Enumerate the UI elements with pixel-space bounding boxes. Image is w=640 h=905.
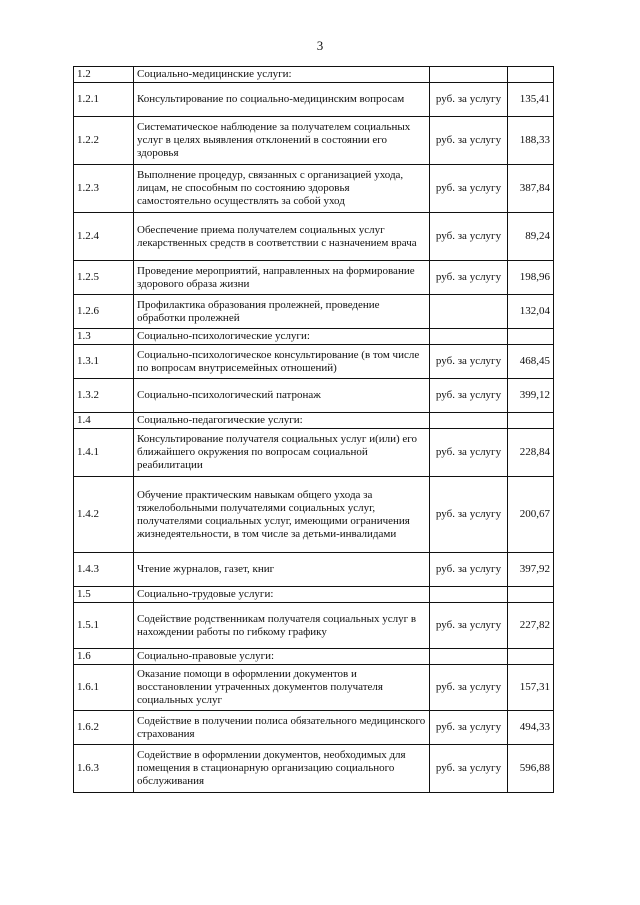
service-code: 1.4 — [74, 413, 134, 429]
service-unit: руб. за услугу — [430, 345, 508, 379]
service-price: 227,82 — [508, 603, 554, 649]
service-name: Проведение мероприятий, направленных на формирование здорового образа жизни — [134, 261, 430, 295]
page-number: 3 — [316, 38, 324, 53]
service-code: 1.4.2 — [74, 477, 134, 553]
service-unit: руб. за услугу — [430, 553, 508, 587]
service-row — [74, 213, 554, 261]
service-code: 1.2.2 — [74, 117, 134, 165]
service-unit — [430, 649, 508, 665]
service-code: 1.3.1 — [74, 345, 134, 379]
service-code: 1.2.5 — [74, 261, 134, 295]
service-code: 1.2 — [74, 67, 134, 83]
service-row — [74, 117, 554, 165]
service-name: Содействие в получении полиса обязательного медицинского страхования — [134, 711, 430, 745]
service-name: Консультирование по социально-медицинским вопросам — [134, 83, 430, 117]
section-row — [74, 413, 554, 429]
service-code: 1.6 — [74, 649, 134, 665]
service-name: Консультирование получателя социальных услуг и(или) его ближайшего окружения по вопросам социальной реабилитации — [134, 429, 430, 477]
service-code: 1.5 — [74, 587, 134, 603]
section-row — [74, 649, 554, 665]
service-unit: руб. за услугу — [430, 429, 508, 477]
service-unit: руб. за услугу — [430, 477, 508, 553]
service-price: 228,84 — [508, 429, 554, 477]
service-code: 1.2.1 — [74, 83, 134, 117]
service-name: Социально-психологическое консультирование (в том числе по вопросам внутрисемейных отношений) — [134, 345, 430, 379]
service-row — [74, 665, 554, 711]
service-code: 1.4.1 — [74, 429, 134, 477]
service-price — [508, 413, 554, 429]
service-price: 397,92 — [508, 553, 554, 587]
service-name: Социально-правовые услуги: — [134, 649, 430, 665]
section-row — [74, 587, 554, 603]
service-unit: руб. за услугу — [430, 261, 508, 295]
service-price: 198,96 — [508, 261, 554, 295]
service-price — [508, 587, 554, 603]
service-price: 596,88 — [508, 745, 554, 793]
service-price: 132,04 — [508, 295, 554, 329]
service-code: 1.2.6 — [74, 295, 134, 329]
service-row — [74, 379, 554, 413]
service-row — [74, 745, 554, 793]
service-unit: руб. за услугу — [430, 665, 508, 711]
tariff-table — [73, 66, 554, 793]
service-price: 200,67 — [508, 477, 554, 553]
service-price — [508, 649, 554, 665]
service-price: 387,84 — [508, 165, 554, 213]
service-unit — [430, 295, 508, 329]
service-price: 89,24 — [508, 213, 554, 261]
service-name: Социально-трудовые услуги: — [134, 587, 430, 603]
service-code: 1.6.3 — [74, 745, 134, 793]
service-price: 494,33 — [508, 711, 554, 745]
service-name: Профилактика образования пролежней, проведение обработки пролежней — [134, 295, 430, 329]
service-unit — [430, 329, 508, 345]
service-name: Содействие в оформлении документов, необходимых для помещения в стационарную организацию социального обслуживания — [134, 745, 430, 793]
service-unit: руб. за услугу — [430, 603, 508, 649]
service-name: Чтение журналов, газет, книг — [134, 553, 430, 587]
service-unit: руб. за услугу — [430, 117, 508, 165]
service-name: Социально-психологические услуги: — [134, 329, 430, 345]
service-row — [74, 261, 554, 295]
service-name: Обучение практическим навыкам общего ухода за тяжелобольными получателями социальных услуг, получателями социальных услуг, имеющими ограничения жизнедеятельности, в том числе за детьми-инвалидами — [134, 477, 430, 553]
service-row — [74, 165, 554, 213]
service-unit: руб. за услугу — [430, 379, 508, 413]
service-price: 135,41 — [508, 83, 554, 117]
service-row — [74, 553, 554, 587]
service-name: Оказание помощи в оформлении документов и восстановлении утраченных документов получателя социальных услуг — [134, 665, 430, 711]
service-unit: руб. за услугу — [430, 213, 508, 261]
service-row — [74, 711, 554, 745]
service-unit: руб. за услугу — [430, 165, 508, 213]
service-code: 1.6.2 — [74, 711, 134, 745]
service-code: 1.3 — [74, 329, 134, 345]
service-name: Обеспечение приема получателем социальных услуг лекарственных средств в соответствии с назначением врача — [134, 213, 430, 261]
service-code: 1.2.4 — [74, 213, 134, 261]
service-unit: руб. за услугу — [430, 711, 508, 745]
service-unit: руб. за услугу — [430, 83, 508, 117]
service-price — [508, 329, 554, 345]
service-code: 1.4.3 — [74, 553, 134, 587]
service-unit — [430, 413, 508, 429]
service-code: 1.3.2 — [74, 379, 134, 413]
service-name: Социально-медицинские услуги: — [134, 67, 430, 83]
section-row — [74, 67, 554, 83]
service-code: 1.6.1 — [74, 665, 134, 711]
section-row — [74, 329, 554, 345]
service-price: 399,12 — [508, 379, 554, 413]
service-price: 468,45 — [508, 345, 554, 379]
service-row — [74, 477, 554, 553]
service-name: Социально-педагогические услуги: — [134, 413, 430, 429]
service-row — [74, 295, 554, 329]
service-name: Систематическое наблюдение за получателем социальных услуг в целях выявления отклонений в состоянии его здоровья — [134, 117, 430, 165]
service-unit — [430, 67, 508, 83]
service-price: 188,33 — [508, 117, 554, 165]
service-unit — [430, 587, 508, 603]
service-row — [74, 429, 554, 477]
service-unit: руб. за услугу — [430, 745, 508, 793]
service-row — [74, 603, 554, 649]
service-price: 157,31 — [508, 665, 554, 711]
service-code: 1.2.3 — [74, 165, 134, 213]
service-name: Выполнение процедур, связанных с организацией ухода, лицам, не способным по состоянию здоровья самостоятельно осуществлять за собой уход — [134, 165, 430, 213]
service-name: Социально-психологический патронаж — [134, 379, 430, 413]
service-name: Содействие родственникам получателя социальных услуг в нахождении работы по гибкому графику — [134, 603, 430, 649]
service-code: 1.5.1 — [74, 603, 134, 649]
service-price — [508, 67, 554, 83]
service-row — [74, 83, 554, 117]
service-row — [74, 345, 554, 379]
